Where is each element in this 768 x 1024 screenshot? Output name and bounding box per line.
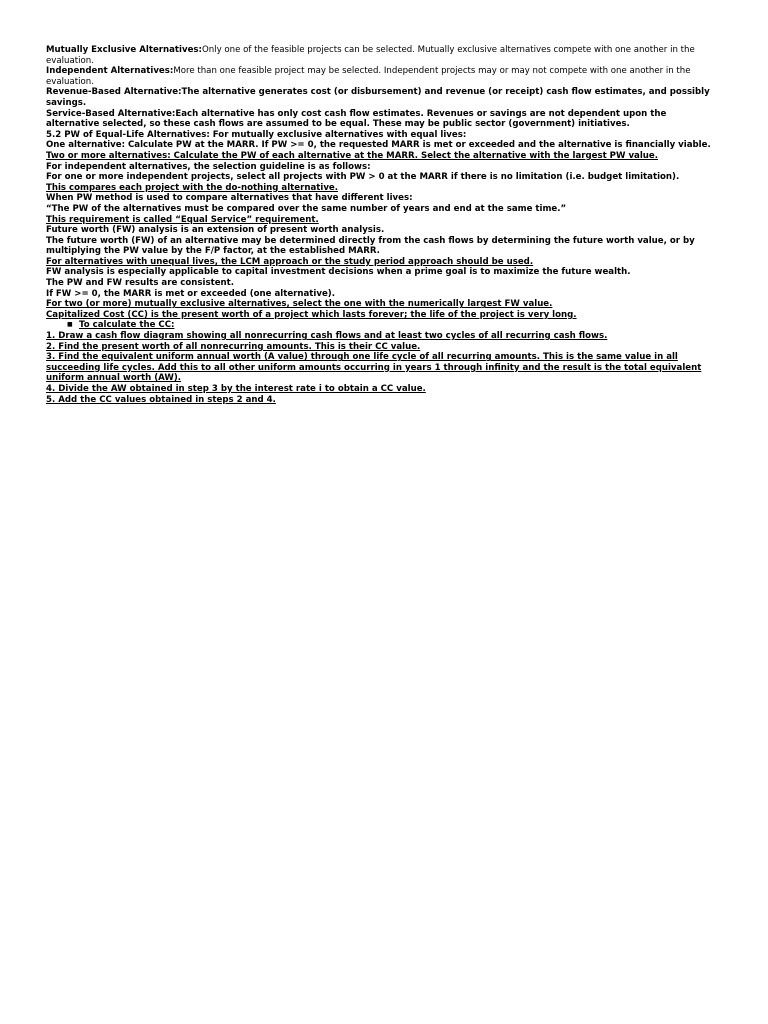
- cc-steps-heading: [46, 320, 718, 331]
- two-or-more-alternatives-rule: Two or more alternatives: Calculate the PW of each alternative at the MARR. Select the alternative with the largest PW value.: [46, 150, 658, 161]
- pw-fw-consistency: The PW and FW results are consistent.: [46, 278, 235, 289]
- term-label: Mutually Exclusive Alternatives:: [46, 45, 202, 55]
- term-definition: More than one feasible project may be selected. Independent projects may or may not compete with one another in the evaluation.: [46, 66, 691, 87]
- capitalized-cost-definition: Capitalized Cost (CC) is the present worth of a project which lasts forever; the life of the project is very long.: [46, 309, 577, 320]
- do-nothing-comparison: This compares each project with the do-nothing alternative.: [46, 182, 339, 193]
- fw-determination: The future worth (FW) of an alternative may be determined directly from the cash flows by determining the future worth value, or by multiplying the PW value by the F/P factor, at the established MARR.: [46, 235, 695, 257]
- equal-service-requirement: This requirement is called “Equal Service” requirement.: [46, 214, 319, 225]
- definition-revenue-based: Revenue-Based Alternative:The alternative generates cost (or disbursement) and revenue (or receipt) cash flow estimates, and possibly savings.: [46, 87, 710, 108]
- independent-guideline-intro: For independent alternatives, the selection guideline is as follows:: [46, 161, 371, 172]
- same-years-quote: “The PW of the alternatives must be compared over the same number of years and end at the same time.”: [46, 203, 567, 214]
- cc-step-1: 1. Draw a cash flow diagram showing all nonrecurring cash flows and at least two cycles of all recurring cash flows.: [46, 331, 608, 342]
- document-page: [46, 45, 718, 405]
- unequal-lives-approach: For alternatives with unequal lives, the LCM approach or the study period approach should be used.: [46, 256, 534, 267]
- square-bullet-icon: ■: [67, 321, 73, 329]
- term-label: Independent Alternatives:: [46, 66, 174, 77]
- different-lives-intro: When PW method is used to compare alternatives that have different lives:: [46, 193, 413, 204]
- cc-step-4: 4. Divide the AW obtained in step 3 by the interest rate i to obtain a CC value.: [46, 384, 426, 394]
- fw-single-rule: If FW >= 0, the MARR is met or exceeded (one alternative).: [46, 288, 335, 299]
- definition-service-based: Service-Based Alternative:Each alternative has only cost cash flow estimates. Revenues or savings are not dependent upon the alternative selected, so these cash flows are assumed to be equal. These may be public sector (government) initiatives.: [46, 108, 667, 130]
- cc-step-3: 3. Find the equivalent uniform annual worth (A value) through one life cycle of all recurring amounts. This is the same value in all succeeding life cycles. Add this to all other uniform amounts occurring in years 1 through infinity and the result is the total equivalent uniform annual worth (AW).: [46, 352, 702, 384]
- section-heading: 5.2 PW of Equal-Life Alternatives: For mutually exclusive alternatives with equal lives:: [46, 129, 467, 140]
- cc-step-2: 2. Find the present worth of all nonrecurring amounts. This is their CC value.: [46, 341, 421, 352]
- cc-steps-heading-text: To calculate the CC:: [79, 320, 175, 331]
- definition-mutually-exclusive: [46, 45, 718, 66]
- fw-applicability: FW analysis is especially applicable to capital investment decisions when a prime goal is to maximize the future wealth.: [46, 267, 631, 278]
- fw-extension: Future worth (FW) analysis is an extension of present worth analysis.: [46, 225, 385, 236]
- cc-step-5: 5. Add the CC values obtained in steps 2 and 4.: [46, 394, 276, 405]
- definition-independent: [46, 66, 718, 87]
- one-alternative-rule: One alternative: Calculate PW at the MARR. If PW >= 0, the requested MARR is met or exceeded and the alternative is financially viable.: [46, 140, 711, 151]
- term-definition: Only one of the feasible projects can be selected. Mutually exclusive alternatives compete with one another in the evaluation.: [46, 45, 695, 66]
- independent-guideline-rule: For one or more independent projects, select all projects with PW > 0 at the MARR if there is no limitation (i.e. budget limitation).: [46, 172, 680, 183]
- fw-multiple-rule: For two (or more) mutually exclusive alternatives, select the one with the numerically largest FW value.: [46, 299, 553, 310]
